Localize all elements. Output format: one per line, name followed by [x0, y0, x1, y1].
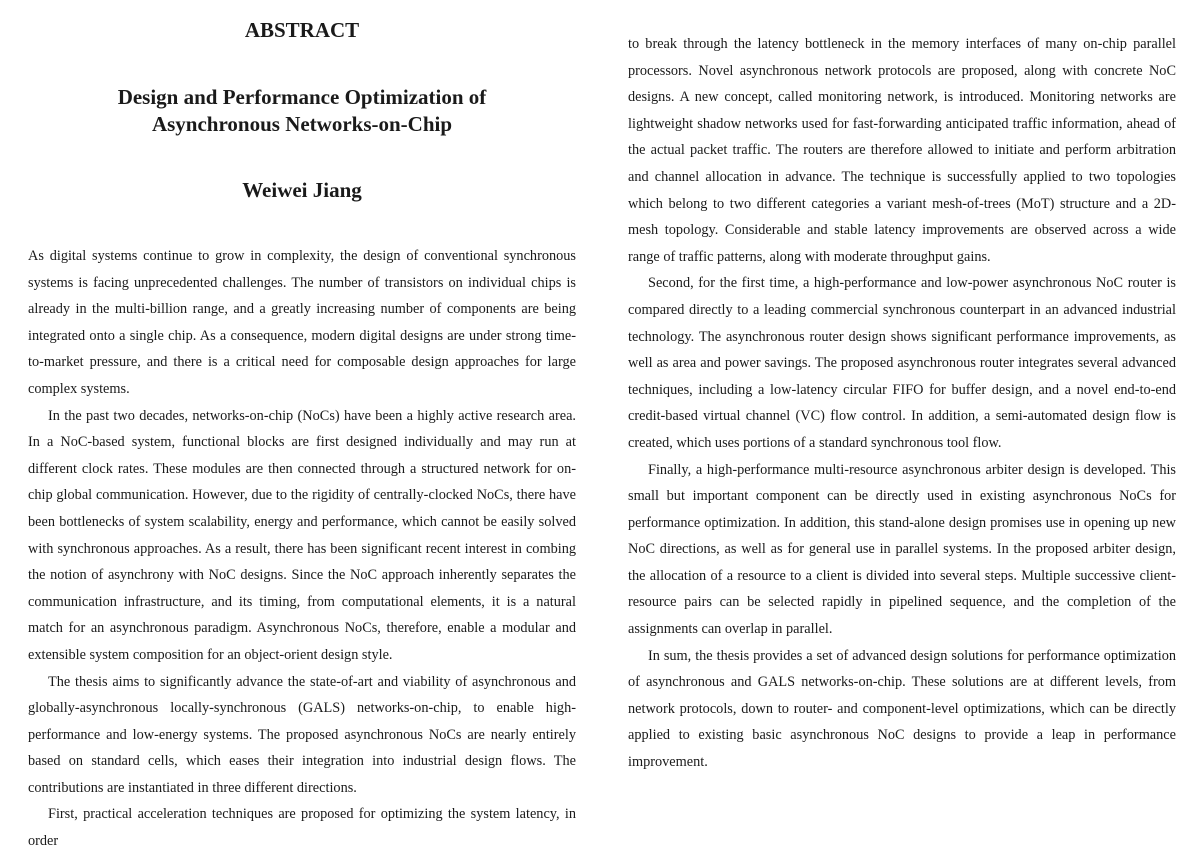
paragraph: In sum, the thesis provides a set of advanced design solutions for performance optimization of asynchronous and GALS networks-on-chip. These solutions are at different levels, from network protocols, down to router- and component-level optimizations, which can be directly applied to existing basic asynchronous NoC designs to provide a leap in performance improvement. — [628, 647, 1176, 771]
paragraph: First, practical acceleration techniques are proposed for optimizing the system latency, in order — [28, 806, 576, 850]
right-page — [600, 0, 1200, 800]
right-body-text — [628, 31, 1176, 776]
thesis-title-line-2: Asynchronous Networks-on-Chip — [151, 112, 453, 136]
paragraph: The thesis aims to significantly advance the state-of-art and viability of asynchronous and globally-asynchronous locally-synchronous (GALS) networks-on-chip, to enable high-performance and low-energy systems. The proposed asynchronous NoCs are nearly entirely based on standard cells, which eases their integration into industrial design flows. The contributions are instantiated in three different directions. — [28, 673, 576, 796]
left-body-text — [28, 243, 576, 855]
author-name: Weiwei Jiang — [242, 178, 362, 202]
paragraph: Finally, a high-performance multi-resource asynchronous arbiter design is developed. This small but important component can be directly used in existing asynchronous NoCs for performance optimization. In addition, this stand-alone design promises use in opening up new NoC directions, as well as for general use in parallel systems. In the proposed arbiter design, the allocation of a resource to a client is divided into several steps. Multiple successive client-resource pairs can be selected rapidly in pipelined sequence, and the completion of the assignments can overlap in parallel. — [628, 461, 1176, 638]
thesis-title-line-1: Design and Performance Optimization of — [117, 85, 487, 109]
paragraph: As digital systems continue to grow in complexity, the design of conventional synchronous systems is facing unprecedented challenges. The number of transistors on individual chips is already in the multi-billion range, and a greatly increasing number of components are being integrated onto a single chip. As a consequence, modern digital designs are under strong time-to-market pressure, and there is a critical need for composable design approaches for large complex systems. — [28, 248, 576, 397]
paragraph: In the past two decades, networks-on-chip (NoCs) have been a highly active research area. In a NoC-based system, functional blocks are first designed individually and may run at different clock rates. These modules are then connected through a structured network for on-chip global communication. However, due to the rigidity of centrally-clocked NoCs, there have been bottlenecks of system scalability, energy and performance, which cannot be easily solved with synchronous approaches. As a result, there has been significant recent interest in combing the notion of asynchrony with NoC designs. Since the NoC approach inherently separates the communication infrastructure, and its timing, from computational elements, it is a natural match for an asynchronous paradigm. Asynchronous NoCs, therefore, enable a modular and extensible system composition for an object-orient design style. — [28, 407, 576, 663]
left-page — [0, 0, 600, 850]
paragraph: to break through the latency bottleneck in the memory interfaces of many on-chip parallel processors. Novel asynchronous network protocols are proposed, along with concrete NoC designs. A new concept, called monitoring network, is introduced. Monitoring networks are lightweight shadow networks used for fast-forwarding anticipated traffic information, ahead of the actual packet traffic. The routers are therefore allowed to initiate and perform arbitration and channel allocation in advance. The technique is successfully applied to two topologies which belong to two different categories a variant mesh-of-trees (MoT) structure and a 2D-mesh topology. Considerable and stable latency improvements are observed across a wide range of traffic patterns, along with moderate throughput gains. — [628, 36, 1176, 265]
thesis-title — [28, 84, 576, 138]
paragraph: Second, for the first time, a high-performance and low-power asynchronous NoC router is compared directly to a leading commercial synchronous counterpart in an advanced industrial technology. The asynchronous router design shows significant performance improvements, as well as area and power savings. The proposed asynchronous router integrates several advanced techniques, including a low-latency circular FIFO for buffer design, and a novel end-to-end credit-based virtual channel (VC) flow control. In addition, a semi-automated design flow is created, which uses portions of a standard synchronous tool flow. — [628, 275, 1176, 451]
abstract-heading: ABSTRACT — [244, 18, 360, 42]
